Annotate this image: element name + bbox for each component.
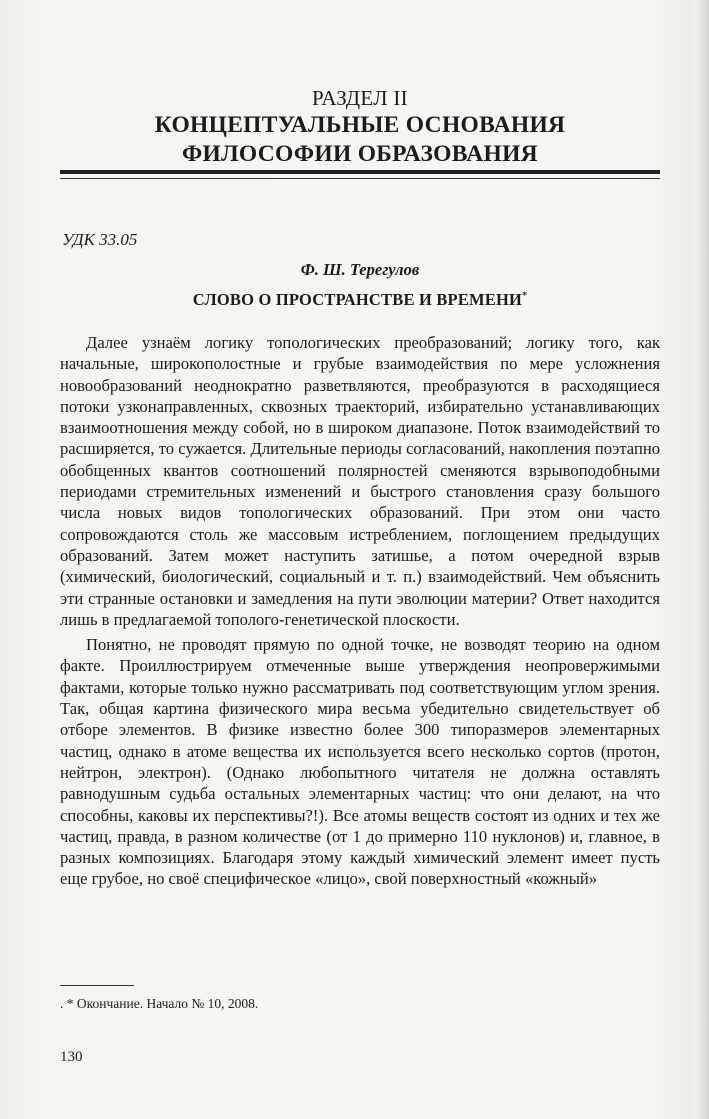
section-header — [60, 86, 660, 169]
page-edge-shadow — [693, 0, 709, 1119]
paragraph: Далее узнаём логику топологических преобразований; логику того, как начальные, широкополостные и грубые взаимодействия по мере усложнения новообразований неоднократно разветвляются, преобразуются в расходящиеся потоки узконаправленных, сквозных траекторий, избирательно устанавливающих взаимоотношения между собой, но в широком диапазоне. Поток взаимодействий то расширяется, то сужается. Длительные периоды согласований, накопления поэтапно обобщенных квантов соотношений полярностей сменяются взрывоподобными периодами стремительных изменений и быстрого становления сразу большого числа новых видов топологических образований. При этом они часто сопровождаются столь же массовым истреблением, поглощением предыдущих образований. Затем может наступить затишье, а потом очередной взрыв (химический, биологический, социальный и т. п.) взаимодействий. Чем объяснить эти странные остановки и замедления на пути эволюции материи? Ответ находится лишь в предлагаемой тополого-генетической плоскости. — [60, 333, 660, 629]
article-title — [60, 290, 660, 310]
article-title-text: СЛОВО О ПРОСТРАНСТВЕ И ВРЕМЕНИ — [192, 290, 523, 309]
footnote: . * Окончание. Начало № 10, 2008. — [60, 996, 259, 1011]
header-rule-thick — [60, 170, 660, 174]
section-title-line-2: ФИЛОСОФИИ ОБРАЗОВАНИЯ — [182, 141, 538, 167]
section-label: РАЗДЕЛ II — [312, 86, 408, 110]
udk-code: УДК 33.05 — [62, 230, 138, 249]
paragraph: Понятно, не проводят прямую по одной точке, не возводят теорию на одном факте. Проиллюстрируем отмеченные выше утверждения неопровержимыми фактами, которые только нужно рассматривать под соответствующим углом зрения. Так, общая картина физического мира весьма убедительно свидетельствует об отборе элементов. В физике известно более 300 типоразмеров элементарных частиц, однако в атоме вещества их используется всего несколько сортов (протон, нейтрон, электрон). (Однако любопытного читателя не должна оставлять равнодушным судьба остальных элементарных частиц: что они делают, на что способны, каковы их перспективы?!). Все атомы веществ состоят из одних и тех же частиц, правда, в разном количестве (от 1 до примерно 110 нуклонов) и, главное, в разных композициях. Благодаря этому каждый химический элемент имеет пусть еще грубое, но своё специфическое «лицо», свой поверхностный «кожный» — [60, 635, 660, 889]
article-author: Ф. Ш. Терегулов — [300, 260, 420, 279]
section-title-line-1: КОНЦЕПТУАЛЬНЫЕ ОСНОВАНИЯ — [154, 112, 566, 138]
footnote-marker: * — [522, 290, 528, 302]
footnote-rule — [60, 985, 134, 986]
header-rule-thin — [60, 178, 660, 179]
article-body — [60, 332, 660, 894]
page-number: 130 — [60, 1049, 83, 1065]
